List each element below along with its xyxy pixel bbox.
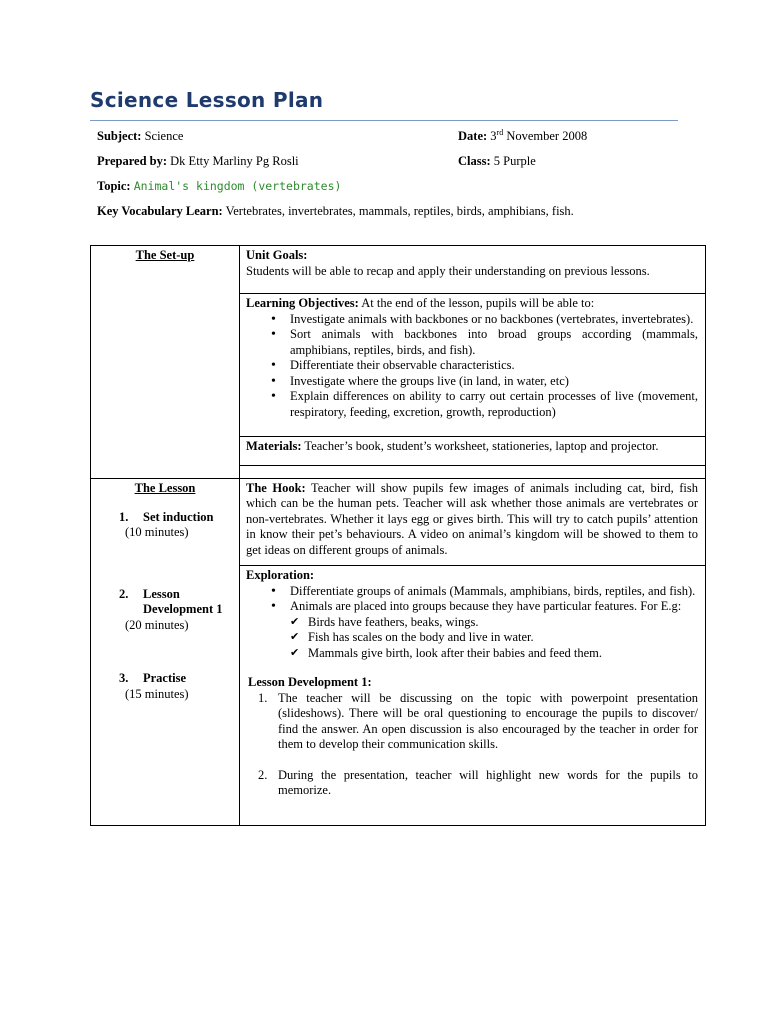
setup-spacer — [240, 465, 705, 478]
objective-item: • Explain differences on ability to carry out certain processes of live (movement, respiratory, feeding, excretion, growth, reproduction) — [290, 389, 698, 420]
date-day: 3 — [490, 129, 497, 143]
date-rest: November 2008 — [503, 129, 588, 143]
topic-label: Topic: — [97, 179, 131, 193]
lesson-content-cell — [240, 478, 706, 825]
subject-value: Science — [144, 129, 184, 143]
unit-goals-label: Unit Goals: — [246, 248, 308, 262]
development-item — [258, 767, 698, 799]
learning-objectives-block — [240, 293, 705, 436]
unit-goals-text: Students will be able to recap and apply their understanding on previous lessons. — [246, 263, 650, 278]
lesson-heading: The Lesson — [134, 480, 196, 495]
objective-item: • Differentiate their observable characteristics. — [290, 358, 698, 374]
lesson-row — [91, 478, 706, 825]
step-number: 2. — [119, 586, 129, 601]
setup-heading-cell — [91, 246, 240, 479]
step-duration: (15 minutes) — [125, 686, 189, 701]
step-set-induction — [91, 510, 239, 526]
objectives-label: Learning Objectives: — [246, 296, 359, 310]
step-duration: (10 minutes) — [125, 525, 189, 539]
class-value: 5 Purple — [493, 154, 536, 168]
development-number: 1. — [258, 690, 268, 705]
step-name: Set induction — [143, 509, 214, 524]
development-text: During the presentation, teacher will highlight new words for the pupils to memorize. — [278, 767, 698, 797]
vocabulary-line — [97, 203, 574, 219]
exploration-list — [246, 584, 698, 615]
objectives-list — [246, 312, 698, 421]
vocabulary-value: Vertebrates, invertebrates, mammals, reptiles, birds, amphibians, fish. — [225, 204, 574, 218]
example-item: ✔ Mammals give birth, look after their babies and feed them. — [308, 646, 698, 662]
date-ordinal: rd — [496, 127, 504, 137]
hook-block — [240, 479, 705, 566]
development-text: The teacher will be discussing on the topic with powerpoint presentation (slideshows). There will be oral questioning to encourage the pupils to discover/ find the answer. An open discussion is also encouraged by the teacher in order for them to develop their communication skills. — [278, 690, 698, 751]
document-title: Science Lesson Plan — [90, 88, 324, 112]
development-label: Lesson Development 1: — [248, 675, 372, 689]
prepared-label: Prepared by: — [97, 154, 168, 168]
objective-item: • Investigate animals with backbones or no backbones (vertebrates, invertebrates). — [290, 312, 698, 328]
class-label: Class: — [458, 154, 491, 168]
objective-item: • Investigate where the groups live (in land, in water, etc) — [290, 374, 698, 390]
lesson-steps-cell — [91, 478, 240, 825]
materials-text: Teacher’s book, student’s worksheet, stationeries, laptop and projector. — [301, 439, 659, 453]
subject-label: Subject: — [97, 129, 142, 143]
development-number: 2. — [258, 767, 268, 782]
hook-text: Teacher will show pupils few images of animals including cat, bird, fish which can be the human pets. Teacher will ask whether those animals are vertebrates or non-vertebrates. Whether it lays egg or gives birth. This will try to catch pupils’ attention in know their pet’s behaviours. A video on animal’s kingdom will be showed to them to get ideas on different groups of animals. — [246, 480, 698, 557]
prepared-value: Dk Etty Marliny Pg Rosli — [170, 154, 299, 168]
vocabulary-label: Key Vocabulary Learn: — [97, 204, 223, 218]
class-line — [458, 153, 536, 169]
title-divider — [90, 120, 678, 121]
step-duration: (20 minutes) — [125, 617, 189, 632]
topic-value: Animal's kingdom (vertebrates) — [133, 179, 342, 193]
topic-line — [97, 178, 341, 194]
examples-list — [246, 615, 698, 662]
exploration-item: • Differentiate groups of animals (Mammals, amphibians, birds, reptiles, and fish). — [290, 584, 698, 600]
step-practise — [91, 671, 239, 687]
setup-heading: The Set-up — [135, 248, 195, 262]
setup-content-cell — [240, 246, 706, 479]
development-item — [258, 690, 698, 753]
lesson-plan-table — [90, 245, 706, 826]
step-name: Lesson Development 1 — [143, 586, 223, 616]
setup-row — [91, 246, 706, 479]
subject-line — [97, 128, 183, 144]
hook-label: The Hook: — [246, 480, 306, 495]
development-list — [246, 691, 698, 799]
unit-goals-block — [240, 246, 705, 293]
exploration-item: • Animals are placed into groups because they have particular features. For E.g: — [290, 599, 698, 615]
materials-label: Materials: — [246, 439, 302, 453]
objectives-intro: At the end of the lesson, pupils will be able to: — [358, 296, 595, 310]
date-line — [458, 128, 587, 144]
objective-item: • Sort animals with backbones into broad groups according (mammals, amphibians, reptiles, birds, and fish). — [290, 327, 698, 358]
exploration-label: Exploration: — [246, 568, 315, 582]
step-name: Practise — [143, 671, 187, 685]
materials-block — [240, 436, 705, 465]
date-label: Date: — [458, 129, 488, 143]
example-item: ✔ Fish has scales on the body and live in water. — [308, 630, 698, 646]
step-number: 3. — [119, 671, 129, 685]
exploration-block — [240, 565, 705, 825]
step-number: 1. — [119, 509, 129, 524]
prepared-line — [97, 153, 299, 169]
example-item: ✔ Birds have feathers, beaks, wings. — [308, 615, 698, 631]
step-lesson-development — [91, 587, 239, 618]
